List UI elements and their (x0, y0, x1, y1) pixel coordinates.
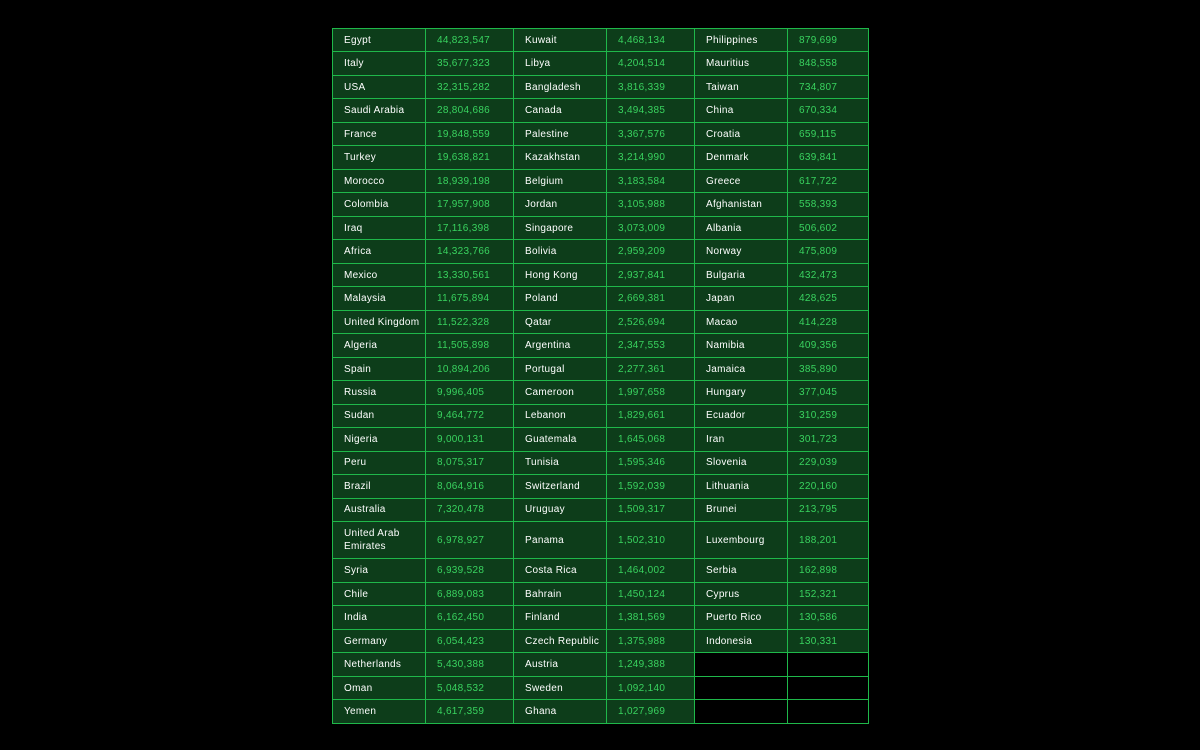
country-name-cell: Guatemala (514, 428, 607, 451)
country-name-cell: Serbia (695, 559, 788, 582)
country-value-cell: 11,505,898 (426, 334, 514, 357)
table-row (333, 629, 869, 652)
country-name-cell: Jordan (514, 193, 607, 216)
country-name-cell: Colombia (333, 193, 426, 216)
table-row (333, 700, 869, 724)
country-value-cell: 6,939,528 (426, 559, 514, 582)
country-value-cell: 9,000,131 (426, 428, 514, 451)
table-row (333, 75, 869, 98)
country-name-cell: Brunei (695, 498, 788, 521)
country-value-cell: 188,201 (788, 522, 869, 559)
country-value-cell: 4,468,134 (607, 29, 695, 52)
country-name-cell: Panama (514, 522, 607, 559)
country-name-cell: Uruguay (514, 498, 607, 521)
country-name-cell: Denmark (695, 146, 788, 169)
country-name-cell: Norway (695, 240, 788, 263)
country-name-cell: Bolivia (514, 240, 607, 263)
table-row (333, 169, 869, 192)
country-name-cell: Switzerland (514, 475, 607, 498)
country-name-cell: Costa Rica (514, 559, 607, 582)
country-value-cell: 7,320,478 (426, 498, 514, 521)
country-value-cell: 130,586 (788, 606, 869, 629)
country-name-cell: Croatia (695, 122, 788, 145)
country-name-cell: Qatar (514, 310, 607, 333)
country-value-cell: 1,027,969 (607, 700, 695, 724)
country-name-cell: Peru (333, 451, 426, 474)
country-name-cell: Australia (333, 498, 426, 521)
country-value-cell: 409,356 (788, 334, 869, 357)
country-name-cell: Algeria (333, 334, 426, 357)
country-value-cell: 9,464,772 (426, 404, 514, 427)
country-value-cell: 14,323,766 (426, 240, 514, 263)
country-value-cell: 1,502,310 (607, 522, 695, 559)
country-name-cell: Argentina (514, 334, 607, 357)
country-name-cell: Libya (514, 52, 607, 75)
country-name-cell: Nigeria (333, 428, 426, 451)
country-value-cell: 213,795 (788, 498, 869, 521)
country-name-cell: Kazakhstan (514, 146, 607, 169)
table-row (333, 216, 869, 239)
country-name-cell: Austria (514, 653, 607, 676)
country-value-cell: 1,592,039 (607, 475, 695, 498)
country-name-cell: Belgium (514, 169, 607, 192)
country-name-cell: India (333, 606, 426, 629)
empty-cell (788, 700, 869, 724)
country-value-cell: 659,115 (788, 122, 869, 145)
country-name-cell: Russia (333, 381, 426, 404)
country-name-cell: Saudi Arabia (333, 99, 426, 122)
table-row (333, 582, 869, 605)
country-name-cell: Lebanon (514, 404, 607, 427)
country-value-cell: 17,957,908 (426, 193, 514, 216)
country-value-cell: 35,677,323 (426, 52, 514, 75)
country-name-cell: Kuwait (514, 29, 607, 52)
country-value-cell: 13,330,561 (426, 263, 514, 286)
country-name-cell: Ecuador (695, 404, 788, 427)
country-name-cell: Brazil (333, 475, 426, 498)
country-name-cell: USA (333, 75, 426, 98)
country-value-cell: 8,075,317 (426, 451, 514, 474)
country-name-cell: Taiwan (695, 75, 788, 98)
country-name-cell: Macao (695, 310, 788, 333)
country-value-cell: 9,996,405 (426, 381, 514, 404)
country-value-cell: 3,494,385 (607, 99, 695, 122)
country-name-cell: Palestine (514, 122, 607, 145)
country-name-cell: Bulgaria (695, 263, 788, 286)
table-row (333, 676, 869, 699)
country-value-cell: 1,997,658 (607, 381, 695, 404)
country-value-cell: 1,249,388 (607, 653, 695, 676)
country-name-cell: Germany (333, 629, 426, 652)
country-value-cell: 3,214,990 (607, 146, 695, 169)
table-row (333, 122, 869, 145)
country-name-cell: Philippines (695, 29, 788, 52)
country-name-cell: Iraq (333, 216, 426, 239)
empty-cell (695, 700, 788, 724)
country-value-cell: 506,602 (788, 216, 869, 239)
country-name-cell: Netherlands (333, 653, 426, 676)
country-value-cell: 2,277,361 (607, 357, 695, 380)
country-value-cell: 11,675,894 (426, 287, 514, 310)
table-row (333, 29, 869, 52)
country-value-cell: 229,039 (788, 451, 869, 474)
country-value-cell: 4,204,514 (607, 52, 695, 75)
country-value-cell: 414,228 (788, 310, 869, 333)
country-value-cell: 1,375,988 (607, 629, 695, 652)
table-row (333, 451, 869, 474)
country-value-cell: 670,334 (788, 99, 869, 122)
country-value-cell: 475,809 (788, 240, 869, 263)
country-name-cell: Puerto Rico (695, 606, 788, 629)
country-value-cell: 3,105,988 (607, 193, 695, 216)
country-name-cell: Mauritius (695, 52, 788, 75)
table-row (333, 193, 869, 216)
country-name-cell: Spain (333, 357, 426, 380)
country-value-cell: 11,522,328 (426, 310, 514, 333)
country-value-cell: 432,473 (788, 263, 869, 286)
country-value-cell: 18,939,198 (426, 169, 514, 192)
table-row (333, 240, 869, 263)
empty-cell (788, 676, 869, 699)
country-name-cell: Poland (514, 287, 607, 310)
country-value-cell: 162,898 (788, 559, 869, 582)
country-name-cell: France (333, 122, 426, 145)
country-name-cell: Lithuania (695, 475, 788, 498)
country-name-cell: Hong Kong (514, 263, 607, 286)
country-value-cell: 1,829,661 (607, 404, 695, 427)
country-name-cell: Cameroon (514, 381, 607, 404)
table-row (333, 99, 869, 122)
table-row (333, 522, 869, 559)
table-row (333, 334, 869, 357)
table-row (333, 653, 869, 676)
country-value-cell: 1,509,317 (607, 498, 695, 521)
country-value-cell: 130,331 (788, 629, 869, 652)
country-name-cell: Tunisia (514, 451, 607, 474)
table-row (333, 287, 869, 310)
country-name-cell: Hungary (695, 381, 788, 404)
country-value-cell: 1,450,124 (607, 582, 695, 605)
country-value-cell: 2,347,553 (607, 334, 695, 357)
country-name-cell: Turkey (333, 146, 426, 169)
country-value-cell: 301,723 (788, 428, 869, 451)
country-name-cell: Jamaica (695, 357, 788, 380)
country-name-cell: United Arab Emirates (333, 522, 426, 559)
country-name-cell: Sweden (514, 676, 607, 699)
country-value-cell: 6,978,927 (426, 522, 514, 559)
country-name-cell: Canada (514, 99, 607, 122)
country-value-cell: 4,617,359 (426, 700, 514, 724)
empty-cell (695, 653, 788, 676)
country-value-cell: 6,889,083 (426, 582, 514, 605)
country-value-cell: 6,054,423 (426, 629, 514, 652)
country-name-cell: Singapore (514, 216, 607, 239)
country-name-cell: Italy (333, 52, 426, 75)
country-name-cell: Africa (333, 240, 426, 263)
country-value-cell: 1,595,346 (607, 451, 695, 474)
country-value-cell: 2,526,694 (607, 310, 695, 333)
table-row (333, 310, 869, 333)
country-name-cell: Egypt (333, 29, 426, 52)
country-value-cell: 1,381,569 (607, 606, 695, 629)
country-value-cell: 3,816,339 (607, 75, 695, 98)
country-value-cell: 377,045 (788, 381, 869, 404)
country-name-cell: Indonesia (695, 629, 788, 652)
country-value-cell: 17,116,398 (426, 216, 514, 239)
country-value-cell: 1,645,068 (607, 428, 695, 451)
country-value-cell: 617,722 (788, 169, 869, 192)
country-value-cell: 558,393 (788, 193, 869, 216)
table-row (333, 263, 869, 286)
table-row (333, 559, 869, 582)
country-value-cell: 2,937,841 (607, 263, 695, 286)
table-row (333, 475, 869, 498)
country-value-cell: 8,064,916 (426, 475, 514, 498)
country-value-cell: 220,160 (788, 475, 869, 498)
country-value-cell: 6,162,450 (426, 606, 514, 629)
country-value-cell: 879,699 (788, 29, 869, 52)
country-value-cell: 385,890 (788, 357, 869, 380)
country-value-cell: 428,625 (788, 287, 869, 310)
country-value-cell: 848,558 (788, 52, 869, 75)
country-value-cell: 2,959,209 (607, 240, 695, 263)
country-value-cell: 44,823,547 (426, 29, 514, 52)
country-name-cell: China (695, 99, 788, 122)
empty-cell (695, 676, 788, 699)
country-name-cell: United Kingdom (333, 310, 426, 333)
table-row (333, 606, 869, 629)
country-name-cell: Chile (333, 582, 426, 605)
table-row (333, 146, 869, 169)
country-value-cell: 734,807 (788, 75, 869, 98)
country-value-cell: 5,048,532 (426, 676, 514, 699)
country-value-cell: 19,638,821 (426, 146, 514, 169)
country-name-cell: Iran (695, 428, 788, 451)
country-name-cell: Sudan (333, 404, 426, 427)
table-row (333, 52, 869, 75)
country-value-cell: 310,259 (788, 404, 869, 427)
empty-cell (788, 653, 869, 676)
table-body (333, 29, 869, 724)
country-name-cell: Morocco (333, 169, 426, 192)
country-values-table (332, 28, 869, 724)
country-value-cell: 152,321 (788, 582, 869, 605)
country-name-cell: Mexico (333, 263, 426, 286)
country-name-cell: Luxembourg (695, 522, 788, 559)
country-name-cell: Greece (695, 169, 788, 192)
country-name-cell: Slovenia (695, 451, 788, 474)
country-name-cell: Yemen (333, 700, 426, 724)
country-value-cell: 10,894,206 (426, 357, 514, 380)
table-row (333, 357, 869, 380)
country-name-cell: Cyprus (695, 582, 788, 605)
country-value-cell: 639,841 (788, 146, 869, 169)
country-name-cell: Bangladesh (514, 75, 607, 98)
table-row (333, 498, 869, 521)
country-value-cell: 2,669,381 (607, 287, 695, 310)
country-name-cell: Oman (333, 676, 426, 699)
country-value-cell: 1,464,002 (607, 559, 695, 582)
country-name-cell: Ghana (514, 700, 607, 724)
country-value-cell: 3,367,576 (607, 122, 695, 145)
country-value-cell: 3,183,584 (607, 169, 695, 192)
country-value-cell: 3,073,009 (607, 216, 695, 239)
table-row (333, 381, 869, 404)
table-row (333, 428, 869, 451)
country-value-cell: 1,092,140 (607, 676, 695, 699)
table-row (333, 404, 869, 427)
country-values-table-wrapper (332, 28, 868, 724)
country-name-cell: Afghanistan (695, 193, 788, 216)
country-name-cell: Namibia (695, 334, 788, 357)
country-name-cell: Portugal (514, 357, 607, 380)
country-value-cell: 19,848,559 (426, 122, 514, 145)
country-name-cell: Malaysia (333, 287, 426, 310)
country-name-cell: Albania (695, 216, 788, 239)
country-value-cell: 28,804,686 (426, 99, 514, 122)
country-value-cell: 32,315,282 (426, 75, 514, 98)
country-name-cell: Bahrain (514, 582, 607, 605)
country-value-cell: 5,430,388 (426, 653, 514, 676)
country-name-cell: Syria (333, 559, 426, 582)
country-name-cell: Japan (695, 287, 788, 310)
country-name-cell: Finland (514, 606, 607, 629)
country-name-cell: Czech Republic (514, 629, 607, 652)
